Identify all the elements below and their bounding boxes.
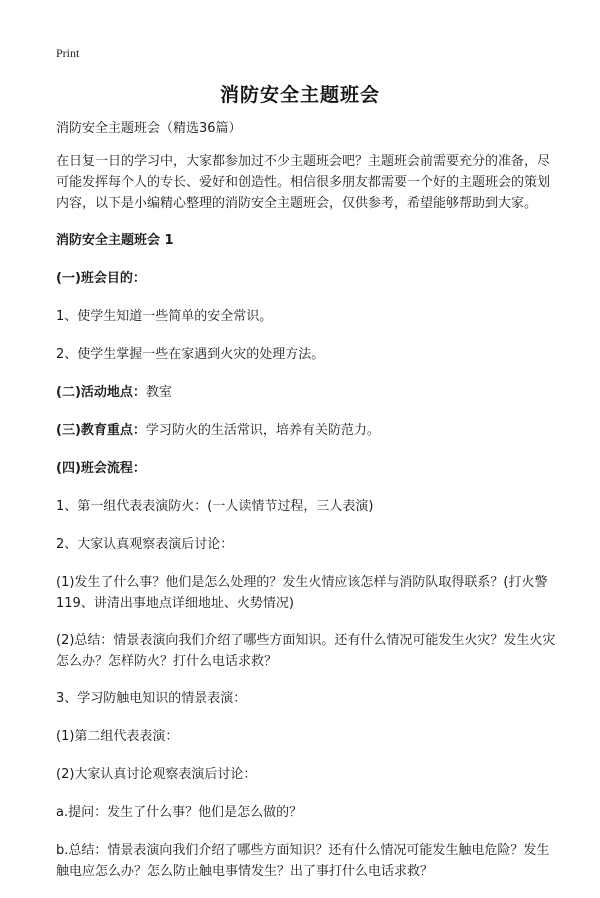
purpose-heading: (一)班会目的： [56,271,146,286]
location-line [56,382,556,403]
process-step: 3、学习防触电知识的情景表演： [56,691,247,706]
process-heading: (四)班会流程： [56,461,146,476]
process-step: 1、第一组代表表演防火：(一人读情节过程，三人表演) [56,499,374,514]
print-label[interactable]: Print [56,46,80,60]
process-step: a.提问：发生了什么事？他们是怎么做的？ [56,805,303,820]
location-value: 教室 [145,385,172,400]
section-title: 消防安全主题班会 1 [56,233,174,248]
document-subtitle: 消防安全主题班会（精选36篇） [56,121,242,136]
process-step: (2)大家认真讨论观察表演后讨论： [56,767,257,782]
process-step: b.总结：情景表演向我们介绍了哪些方面知识？还有什么情况可能发生触电危险？发生触电应怎么办？怎么防止触电事情发生？出了事打什么电话求救？ [56,843,550,879]
process-step: (1)发生了什么事？他们是怎么处理的？发生火情应该怎样与消防队取得联系？(打火警119、讲清出事地点详细地址、火势情况) [56,575,548,611]
process-step: (1)第二组代表表演： [56,729,179,744]
intro-paragraph: 在日复一日的学习中，大家都参加过不少主题班会吧？主题班会前需要充分的准备，尽可能发挥每个人的专长、爱好和创造性。相信很多朋友都需要一个好的主题班会的策划内容，以下是小编精心整理的消防安全主题班会，仅供参考，希望能够帮助到大家。 [56,154,551,211]
focus-label: (三)教育重点： [56,423,146,438]
location-label: (二)活动地点： [56,385,146,400]
process-step: 2、大家认真观察表演后讨论： [56,537,234,552]
focus-line [56,420,556,441]
purpose-item: 2、使学生掌握一些在家遇到火灾的处理方法。 [56,347,325,362]
focus-value: 学习防火的生活常识，培养有关防范力。 [145,423,380,438]
process-step: (2)总结：情景表演向我们介绍了哪些方面知识。还有什么情况可能发生火灾？发生火灾怎么办？怎样防火？打什么电话求救？ [56,633,556,669]
page-title: 消防安全主题班会 [219,84,380,106]
document-body [56,118,556,898]
purpose-item: 1、使学生知道一些简单的安全常识。 [56,309,273,324]
